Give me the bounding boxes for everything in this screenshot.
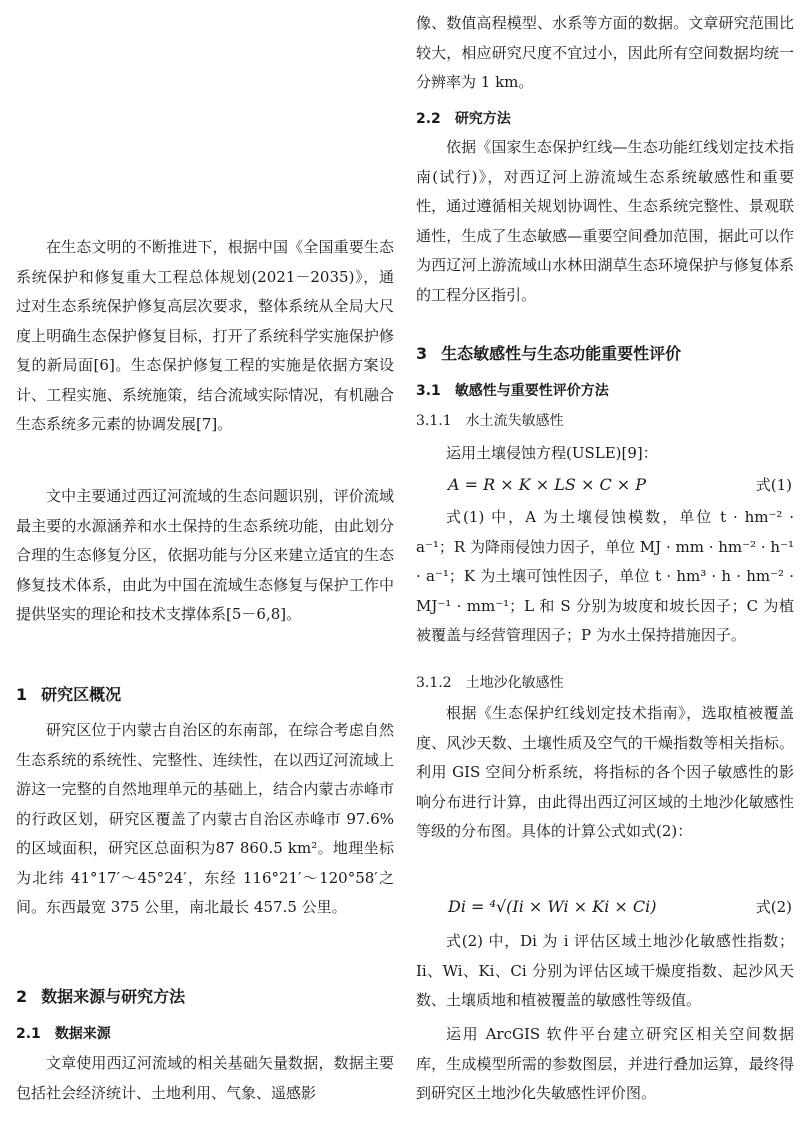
section-3-title: 生态敏感性与生态功能重要性评价 (441, 344, 682, 363)
section-2-2-number: 2.2 (416, 111, 441, 127)
section-2-number: 2 (16, 987, 28, 1006)
section-3-1-1-heading (416, 410, 794, 432)
section-3-number: 3 (416, 344, 428, 363)
equation-2-formula: Di = ⁴√(Ii × Wi × Ki × Ci) (448, 897, 657, 916)
equation-2 (416, 893, 794, 921)
section-2-1-paragraph: 文章使用西辽河流域的相关基础矢量数据，数据主要包括社会经济统计、土地利用、气象、遥感影 (16, 1054, 394, 1102)
section-3-1-2-title: 土地沙化敏感性 (465, 675, 564, 691)
equation-1-description: 式(1) 中，A 为土壤侵蚀模数，单位 t · hm⁻² · a⁻¹；R 为降雨侵蚀力因子，单位 MJ · mm · hm⁻² · h⁻¹ · a⁻¹；K 为土壤可蚀性因子，单位 t · hm³ · h · hm⁻² · MJ⁻¹ · mm⁻¹；L 和 S 分别为坡度和坡长因子；C 为植被覆盖与经营管理因子；P 为水土保持措施因子。 (416, 508, 794, 644)
section-2-1-number: 2.1 (16, 1026, 41, 1042)
usle-intro: 运用土壤侵蚀方程(USLE)[9]： (446, 444, 658, 462)
section-3-1-2-number: 3.1.2 (416, 675, 452, 691)
equation-1-label: 式(1) (755, 476, 792, 494)
section-2-1-title: 数据来源 (54, 1026, 111, 1042)
section-1-paragraph: 研究区位于内蒙古自治区的东南部，在综合考虑自然生态系统的系统性、完整性、连续性，在以西辽河流域上游这一完整的自然地理单元的基础上，结合内蒙古赤峰市的行政区划，研究区覆盖了内蒙古自治区赤峰市 97.6% 的区域面积，研究区总面积为87 860.5 km²。地理坐标为北纬 41°17′～45°24′，东经 116°21′～120°58′之间。东西最宽 375 公里，南北最长 457.5 公里。 (16, 721, 394, 916)
section-3-heading (416, 342, 794, 366)
section-3-1-number: 3.1 (416, 383, 441, 399)
final-paragraph: 运用 ArcGIS 软件平台建立研究区相关空间数据库，生成模型所需的参数图层，并进行叠加运算，最终得到研究区土地沙化失敏感性评价图。 (416, 1025, 794, 1102)
equation-1 (416, 471, 794, 499)
equation-1-formula: A = R × K × LS × C × P (448, 475, 647, 494)
section-2-2-title: 研究方法 (454, 111, 511, 127)
section-3-1-heading (416, 380, 794, 402)
section-2-2-paragraph: 依据《国家生态保护红线—生态功能红线划定技术指南(试行)》，对西辽河上游流域生态系统敏感性和重要性，通过遵循相关规划协调性、生态系统完整性、景观联通性，生成了生态敏感—重要空间叠加范围，据此可以作为西辽河上游流域山水林田湖草生态环境保护与修复体系的工程分区指引。 (416, 138, 794, 304)
section-2-heading (16, 985, 394, 1009)
section-3-1-1-title: 水土流失敏感性 (465, 413, 564, 429)
section-3-1-2-heading (416, 672, 794, 694)
intro-paragraph-1: 在生态文明的不断推进下，根据中国《全国重要生态系统保护和修复重大工程总体规划(2021－2035)》，通过对生态系统保护修复高层次要求，整体系统从全局大尺度上明确生态保护修复目标，打开了系统科学实施保护修复的新局面[6]。生态保护修复工程的实施是依据方案设计、工程实施、系统施策，结合流域实际情况，有机融合生态系统多元素的协调发展[7]。 (16, 238, 394, 433)
section-3-1-2-paragraph: 根据《生态保护红线划定技术指南》，选取植被覆盖度、风沙天数、土壤性质及空气的干燥指数等相关指标。利用 GIS 空间分析系统，将指标的各个因子敏感性的影响分布进行计算，由此得出西辽河区域的土地沙化敏感性等级的分布图。具体的计算公式如式(2)： (416, 704, 794, 840)
section-2-2-heading (416, 108, 794, 130)
section-2-1-continuation: 像、数值高程模型、水系等方面的数据。文章研究范围比较大，相应研究尺度不宜过小，因此所有空间数据均统一分辨率为 1 km。 (416, 14, 794, 91)
section-1-title: 研究区概况 (41, 685, 122, 704)
section-1-heading (16, 683, 394, 707)
intro-paragraph-2: 文中主要通过西辽河流域的生态问题识别，评价流域最主要的水源涵养和水土保持的生态系统功能，由此划分合理的生态修复分区，依据功能与分区来建立适宜的生态修复技术体系，由此为中国在流域生态修复与保护工作中提供坚实的理论和技术支撑体系[5－6,8]。 (16, 487, 394, 623)
section-3-1-1-number: 3.1.1 (416, 413, 452, 429)
section-2-1-heading (16, 1023, 394, 1045)
section-2-title: 数据来源与研究方法 (41, 987, 186, 1006)
section-1-number: 1 (16, 685, 28, 704)
equation-2-description: 式(2) 中，Di 为 i 评估区域土地沙化敏感性指数；Ii、Wi、Ki、Ci 分别为评估区域干燥度指数、起沙风天数、土壤质地和植被覆盖的敏感性等级值。 (416, 932, 794, 1009)
equation-2-label: 式(2) (755, 898, 792, 916)
section-3-1-title: 敏感性与重要性评价方法 (454, 383, 609, 399)
